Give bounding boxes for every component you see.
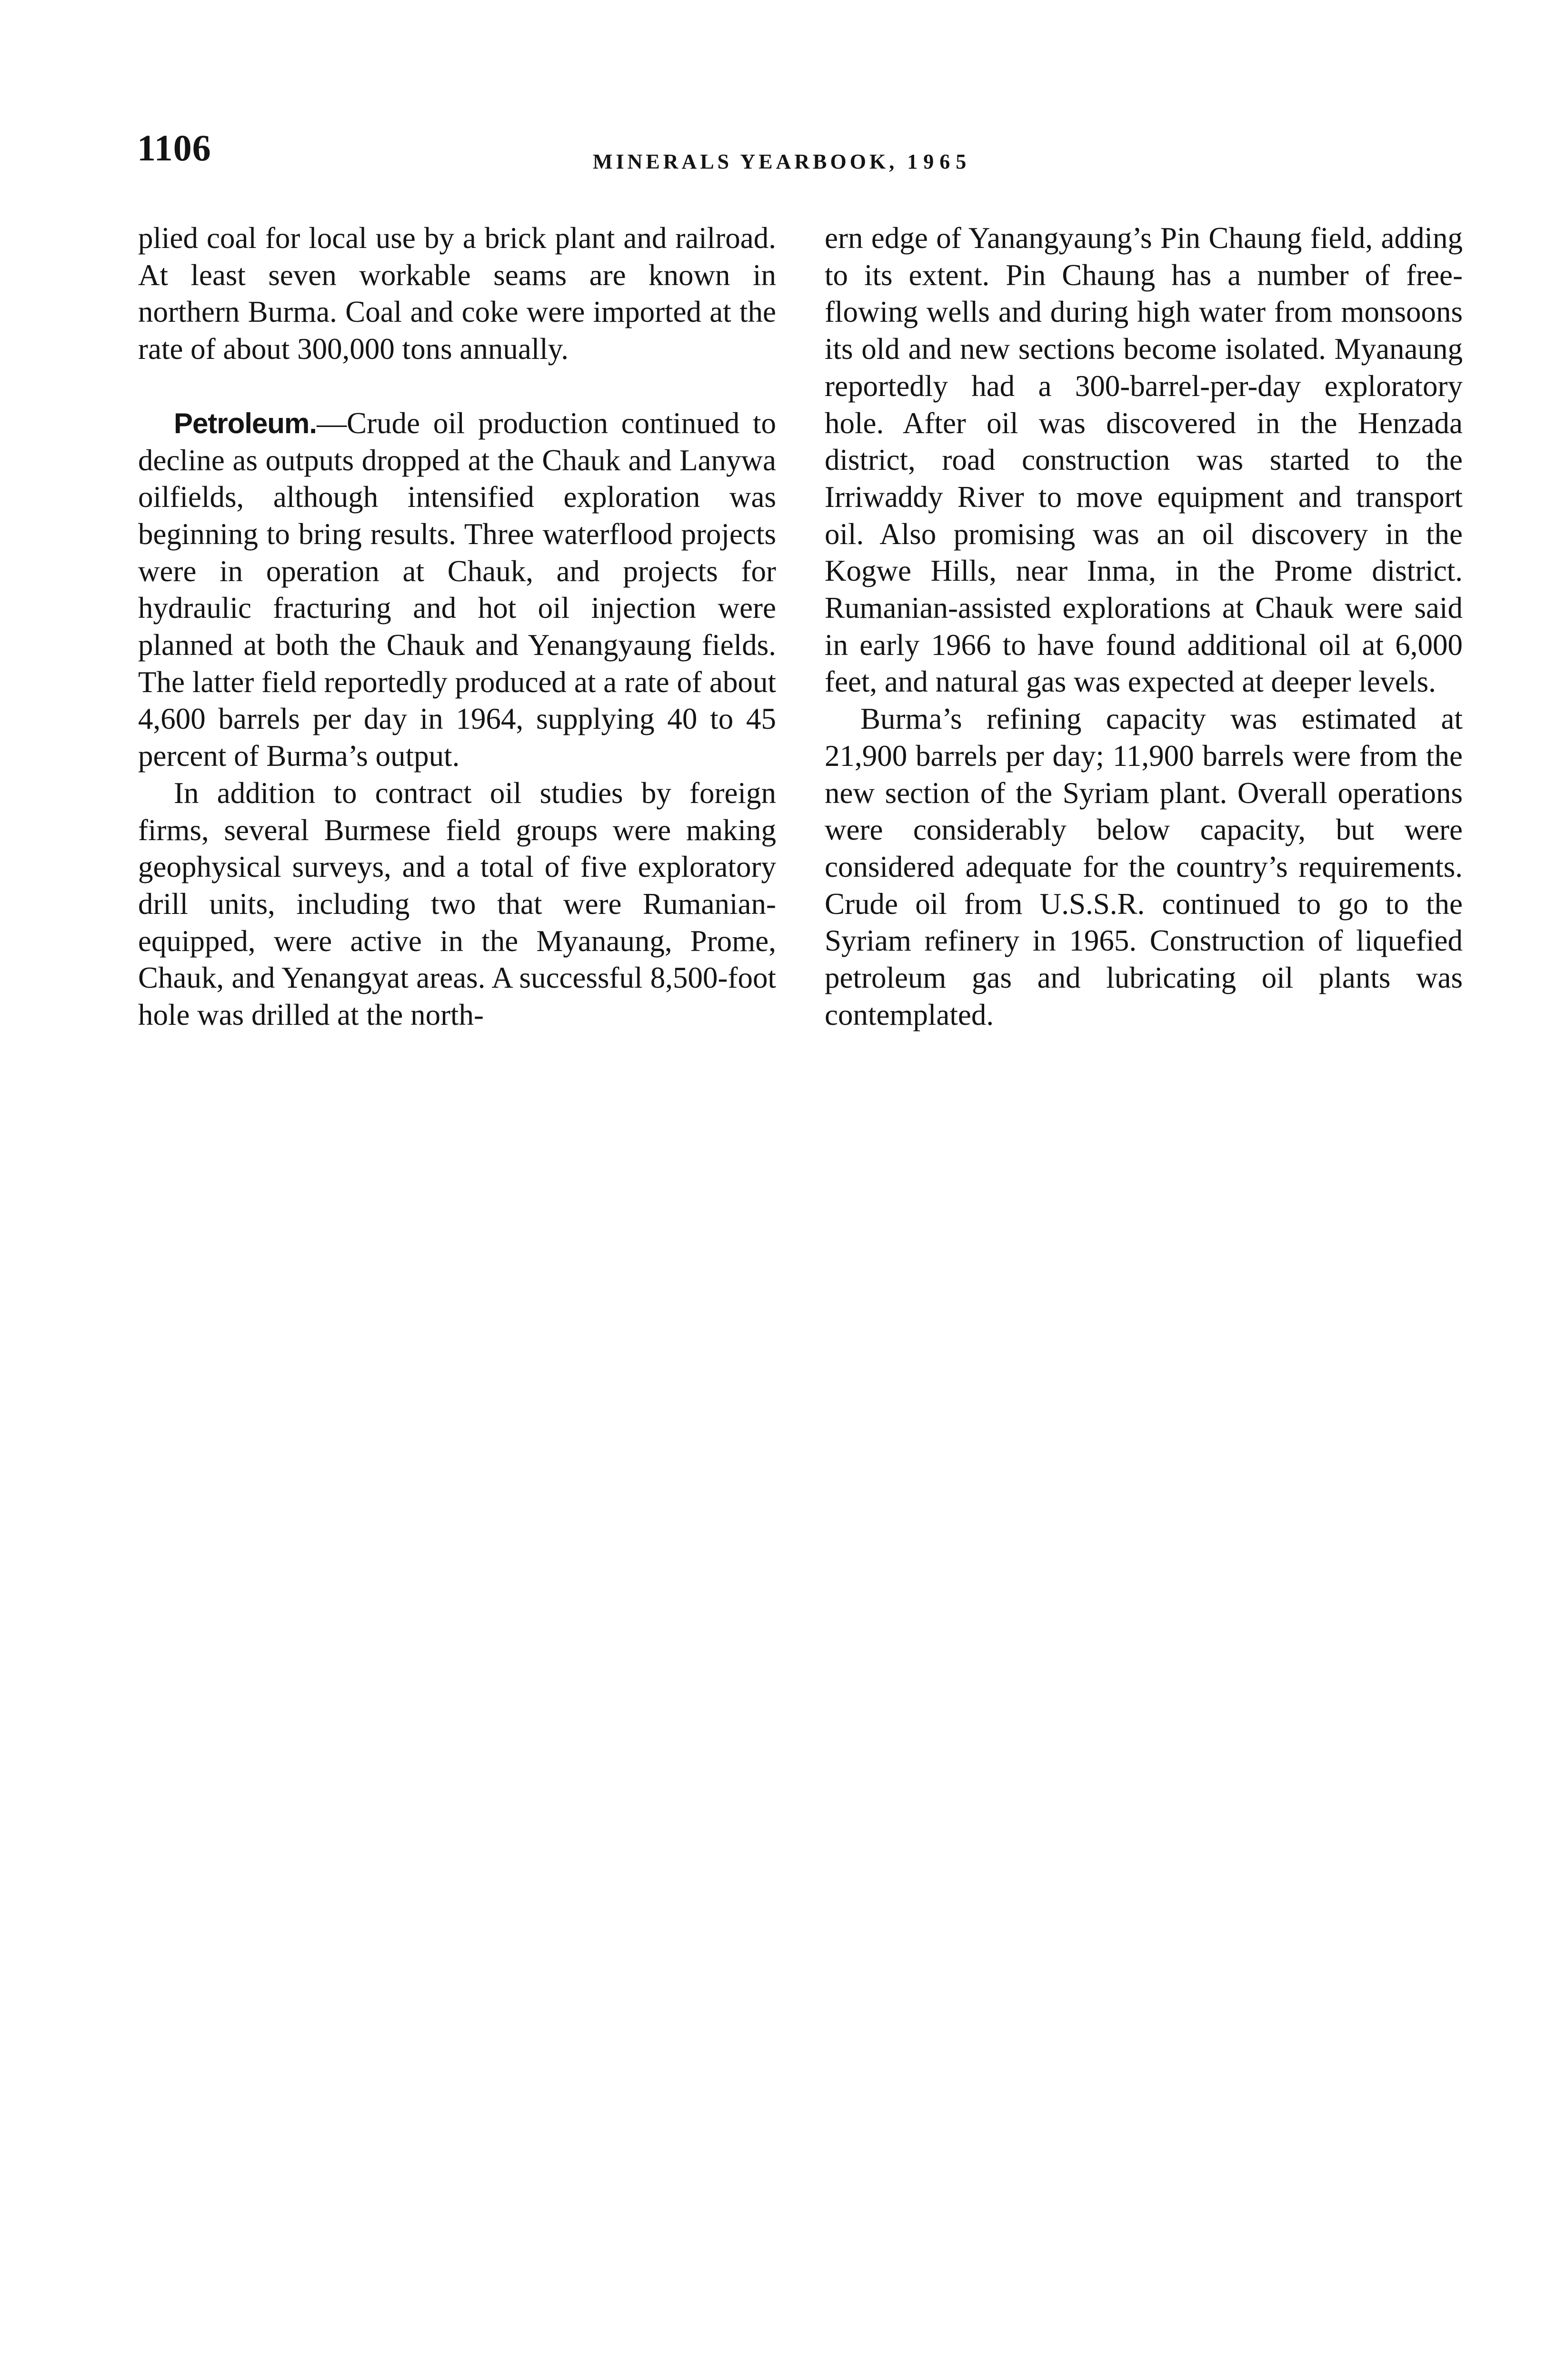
exploration-paragraph: In addition to contract oil studies by foreign firms, several Burmese field groups were making geophysical surveys, and a total of five exploratory drill units, including two that were Rumanian-equipped, were active in the Myanaung, Prome, Chauk, and Yenangyat areas. A successful 8,500-foot hole was drilled at the north- [138, 776, 776, 1032]
coal-paragraph-end: plied coal for local use by a brick plant and railroad. At least seven workable seams are known in northern Burma. Coal and coke were imported at the rate of about 300,000 tons annually. [138, 221, 776, 366]
running-head [593, 151, 972, 172]
page-number: 1106 [137, 127, 211, 169]
exploration-paragraph-continued: ern edge of Yanangyaung’s Pin Chaung field, adding to its extent. Pin Chaung has a number of free-flowing wells and during high water from monsoons its old and new sections become isolated. Myanaung reportedly had a 300-barrel-per-day exploratory hole. After oil was discovered in the Henzada district, road construction was started to the Irriwaddy River to move equipment and transport oil. Also promising was an oil discovery in the Kogwe Hills, near Inma, in the Prome district. Rumanian-assisted explorations at Chauk were said in early 1966 to have found additional oil at 6,000 feet, and natural gas was expected at deeper levels. [825, 221, 1463, 699]
refining-paragraph: Burma’s refining capacity was estimated at 21,900 barrels per day; 11,900 barrels were from the new section of the Syriam plant. Overall operations were considerably below capacity, but were considered adequate for the country’s requirements. Crude oil from U.S.S.R. continued to go to the Syriam refinery in 1965. Construction of liquefied petroleum gas and lubricating oil plants was contemplated. [825, 702, 1463, 1031]
petroleum-heading: Petroleum. [174, 407, 317, 439]
petroleum-paragraph-body: —Crude oil production continued to decline as outputs dropped at the Chauk and Lanywa oilfields, although intensified exploration was beginning to bring results. Three waterflood projects were in operation at Chauk, and projects for hydraulic fracturing and hot oil injection were planned at both the Chauk and Yenangyaung fields. The latter field reportedly produced at a rate of about 4,600 barrels per day in 1964, supplying 40 to 45 percent of Burma’s output. [138, 406, 776, 773]
left-column [138, 220, 776, 1034]
running-head-year: 1965 [907, 150, 972, 173]
running-head-title: MINERALS YEARBOOK, [593, 150, 898, 173]
petroleum-paragraph [138, 405, 776, 775]
right-column [825, 220, 1463, 1033]
